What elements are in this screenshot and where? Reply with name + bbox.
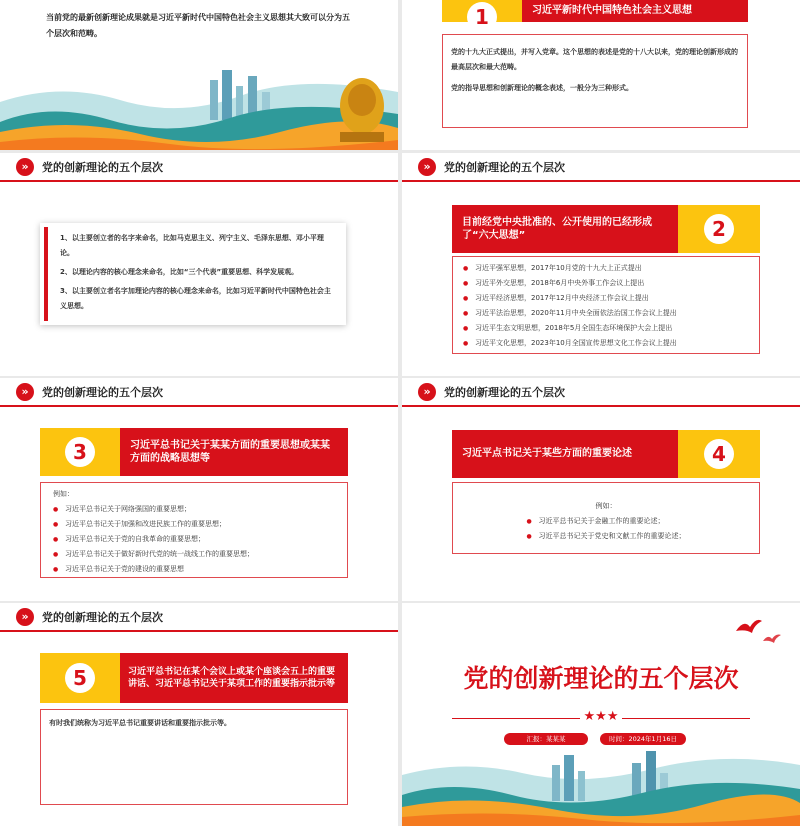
header-divider: [402, 405, 800, 407]
level-1-card: [442, 34, 748, 128]
list-item: ● 习近平总书记关于金融工作的重要论述；: [527, 514, 686, 529]
header-divider: [0, 630, 398, 632]
slide-cover: [402, 603, 800, 826]
list-item: 1、以主要创立者的名字来命名，比如马克思主义、列宁主义、毛泽东思想、邓小平理论。: [60, 234, 324, 257]
slide-title: 党的创新理论的五个层次: [42, 611, 163, 624]
red-accent-bar: [44, 227, 48, 321]
list-item: ● 习近平强军思想，2017年10月党的十九大上正式提出: [463, 261, 749, 276]
list-item: ● 习近平法治思想，2020年11月中央全面依法治国工作会议上提出: [463, 306, 749, 321]
level-1-band: 习近平新时代中国特色社会主义思想: [522, 0, 748, 22]
level-5-card: [40, 709, 348, 805]
content-card: [40, 223, 346, 325]
number-1: 1: [467, 2, 497, 32]
header-divider: [0, 405, 398, 407]
level-3-card: [40, 482, 348, 578]
level-5-band: 习近平总书记在某个会议上或某个座谈会五上的重要讲话、习近平总书记关于某项工作的重要指示批示等: [120, 653, 348, 703]
list-item: ● 习近平总书记关于做好新时代党的统一战线工作的重要思想；: [53, 547, 335, 562]
slide-level-5: [0, 603, 398, 826]
slide-level-3: [0, 378, 398, 601]
slide-level-4: [402, 378, 800, 601]
level-2-band: 目前经党中央批准的、公开使用的已经形成了“六大思想”: [452, 205, 678, 253]
example-lead: 例如：: [595, 502, 617, 510]
slide-header: [0, 378, 398, 406]
level-4-band: 习近平点书记关于某些方面的重要论述: [452, 430, 678, 478]
cover-title: 党的创新理论的五个层次: [463, 664, 739, 693]
paragraph: 党的指导思想和创新理论的概念表述，一般分为三种形式。: [451, 84, 633, 92]
slide-title: 党的创新理论的五个层次: [444, 386, 565, 399]
slide-header: [0, 153, 398, 181]
time-pill: 时间：2024年1月16日: [600, 733, 686, 745]
list-item: ● 习近平外交思想，2018年6月中央外事工作会议上提出: [463, 276, 749, 291]
number-box: [442, 0, 522, 29]
landscape-illustration: [0, 62, 398, 150]
header-divider: [0, 180, 398, 182]
chevron-right-icon: »: [16, 158, 34, 176]
slide-header: [402, 153, 800, 181]
list-item: ● 习近平经济思想，2017年12月中央经济工作会议上提出: [463, 291, 749, 306]
level-2-card: [452, 256, 760, 354]
number-box: [678, 430, 760, 478]
chevron-right-icon: »: [418, 383, 436, 401]
slide-intro-partial: [0, 0, 398, 150]
number-3: 3: [65, 437, 95, 467]
list-item: 3、以主要创立者名字加理论内容的核心理念来命名，比如习近平新时代中国特色社会主义思想。: [60, 287, 331, 310]
list-item: ● 习近平生态文明思想，2018年5月全国生态环境保护大会上提出: [463, 321, 749, 336]
list-item: ● 习近平总书记关于党史和文献工作的重要论述；: [527, 529, 686, 544]
number-box: [40, 653, 120, 703]
slide-header: [0, 603, 398, 631]
intro-text: 当前党的最新创新理论成果就是习近平新时代中国特色社会主义思想其大致可以分为五个层次和范畴。: [46, 13, 350, 38]
list-item: ● 习近平文化思想，2023年10月全国宣传思想文化工作会议上提出: [463, 336, 749, 351]
number-5: 5: [65, 663, 95, 693]
list-item: ● 习近平总书记关于党的建设的重要思想: [53, 562, 335, 577]
chevron-right-icon: »: [16, 383, 34, 401]
star-icon: ★★★: [402, 709, 800, 725]
number-box: [678, 205, 760, 253]
list-item: ● 习近平总书记关于加强和改进民族工作的重要思想；: [53, 517, 335, 532]
paragraph: 党的十九大正式提出，并写入党章。这个思想的表述是党的十八大以来，党的理论创新形成的最高层次和最大范畴。: [451, 48, 738, 71]
slide-level-1: [402, 0, 800, 150]
chevron-right-icon: »: [418, 158, 436, 176]
level-4-card: [452, 482, 760, 554]
bird-icon: [734, 613, 764, 643]
list-item: 2、以理论内容的核心理念来命名，比如“三个代表”重要思想、科学发展观。: [60, 268, 299, 276]
slide-naming-forms: [0, 153, 398, 376]
example-lead: 例如：: [53, 490, 74, 498]
slide-header: [402, 378, 800, 406]
slide-title: 党的创新理论的五个层次: [42, 161, 163, 174]
slide-title: 党的创新理论的五个层次: [42, 386, 163, 399]
list-item: ● 习近平总书记关于党的自我革命的重要思想；: [53, 532, 335, 547]
number-4: 4: [704, 439, 734, 469]
landscape-illustration: [402, 745, 800, 826]
note-text: 有时我们统称为习近平总书记重要讲话和重要指示批示等。: [49, 719, 231, 727]
number-box: [40, 428, 120, 476]
reporter-pill: 汇报：某某某: [504, 733, 588, 745]
slide-title: 党的创新理论的五个层次: [444, 161, 565, 174]
header-divider: [402, 180, 800, 182]
slide-level-2: [402, 153, 800, 376]
list-item: ● 习近平总书记关于网络强国的重要思想；: [53, 502, 335, 517]
bird-icon: [762, 631, 782, 647]
chevron-right-icon: »: [16, 608, 34, 626]
level-3-band: 习近平总书记关于某某方面的重要思想或某某方面的战略思想等: [120, 428, 348, 476]
number-2: 2: [704, 214, 734, 244]
